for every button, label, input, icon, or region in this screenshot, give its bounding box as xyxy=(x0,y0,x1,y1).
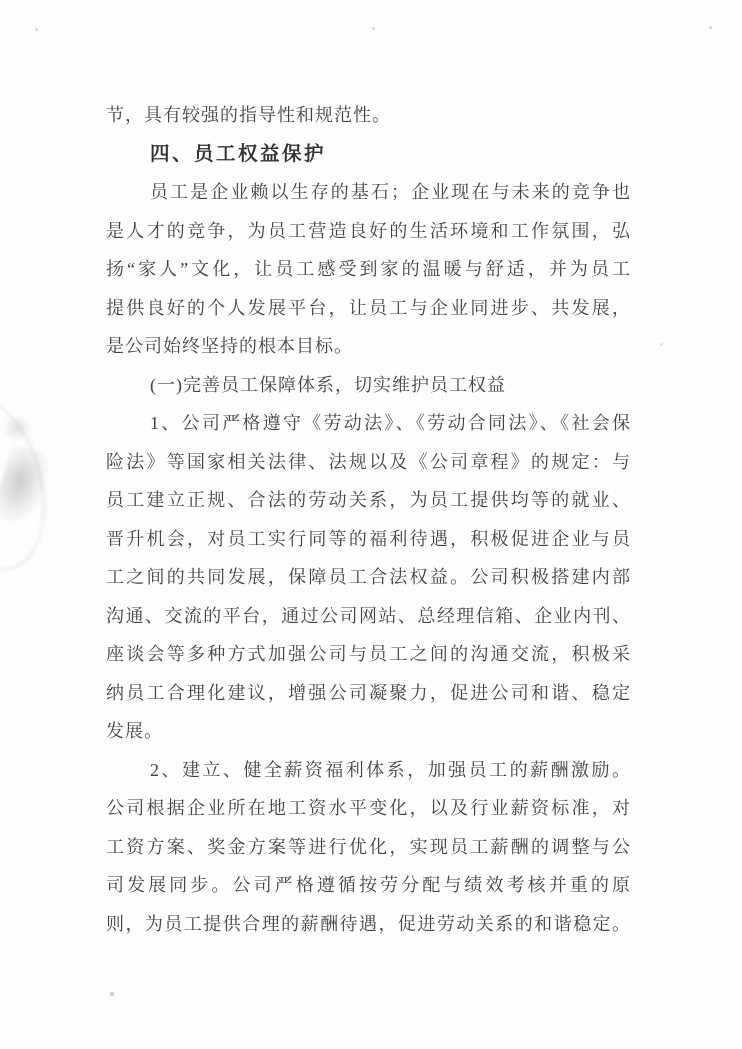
text-line: 是人才的竞争，为员工营造良好的生活环境和工作氛围，弘 xyxy=(106,220,630,241)
text-line: 扬“家人”文化，让员工感受到家的温暖与舒适，并为员工 xyxy=(106,259,630,279)
subsection-heading xyxy=(106,366,630,405)
section-heading xyxy=(106,135,630,174)
text-line: 2、建立、健全薪资福利体系，加强员工的薪酬激励。 xyxy=(150,759,630,780)
text-line: 司发展同步。公司严格遵循按劳分配与绩效考核并重的原 xyxy=(106,875,630,895)
text-line: 是公司始终坚持的根本目标。 xyxy=(106,336,353,356)
dust-speck xyxy=(372,27,375,30)
ink-smudge-artifact xyxy=(0,443,57,531)
dust-speck xyxy=(709,26,712,29)
text-line: 沟通、交流的平台，通过公司网站、总经理信箱、企业内刊、 xyxy=(106,605,630,626)
dust-speck xyxy=(35,28,38,31)
text-line: 工资方案、奖金方案等进行优化，实现员工薪酬的调整与公 xyxy=(106,836,630,857)
text-line: 节，具有较强的指导性和规范性。 xyxy=(106,105,391,125)
text-line: 员工是企业赖以生存的基石；企业现在与未来的竞争也 xyxy=(150,182,630,202)
text-line: 发展。 xyxy=(106,721,163,741)
intro-paragraph xyxy=(106,173,630,366)
text-line: 员工建立正规、合法的劳动关系，为员工提供均等的就业、 xyxy=(106,490,630,510)
text-line: 1、公司严格遵守《劳动法》、《劳动合同法》、《社会保 xyxy=(150,413,630,433)
text-line: 公司根据企业所在地工资水平变化，以及行业薪资标准，对 xyxy=(106,798,630,818)
ink-smudge-artifact-2 xyxy=(2,415,32,441)
text-line: (一)完善员工保障体系，切实维护员工权益 xyxy=(150,374,506,395)
text-line: 则，为员工提供合理的薪酬待遇，促进劳动关系的和谐稳定。 xyxy=(106,913,630,934)
item-2-paragraph xyxy=(106,751,630,944)
text-line: 工之间的共同发展，保障员工合法权益。公司积极搭建内部 xyxy=(106,567,630,587)
text-line: 晋升机会，对员工实行同等的福利待遇，积极促进企业与员 xyxy=(106,528,630,549)
text-line: 座谈会等多种方式加强公司与员工之间的沟通交流，积极采 xyxy=(106,644,630,664)
dust-speck xyxy=(660,343,663,346)
item-1-paragraph xyxy=(106,404,630,751)
text-line: 纳员工合理化建议，增强公司凝聚力，促进公司和谐、稳定 xyxy=(106,682,630,703)
paragraph-continuation xyxy=(106,96,630,135)
document-text xyxy=(106,96,630,943)
dust-speck xyxy=(110,992,114,996)
text-line: 提供良好的个人发展平台，让员工与企业同进步、共发展， xyxy=(106,297,630,318)
text-line: 险法》等国家相关法律、法规以及《公司章程》的规定：与 xyxy=(106,451,630,472)
heading-line: 四、员工权益保护 xyxy=(150,142,327,165)
